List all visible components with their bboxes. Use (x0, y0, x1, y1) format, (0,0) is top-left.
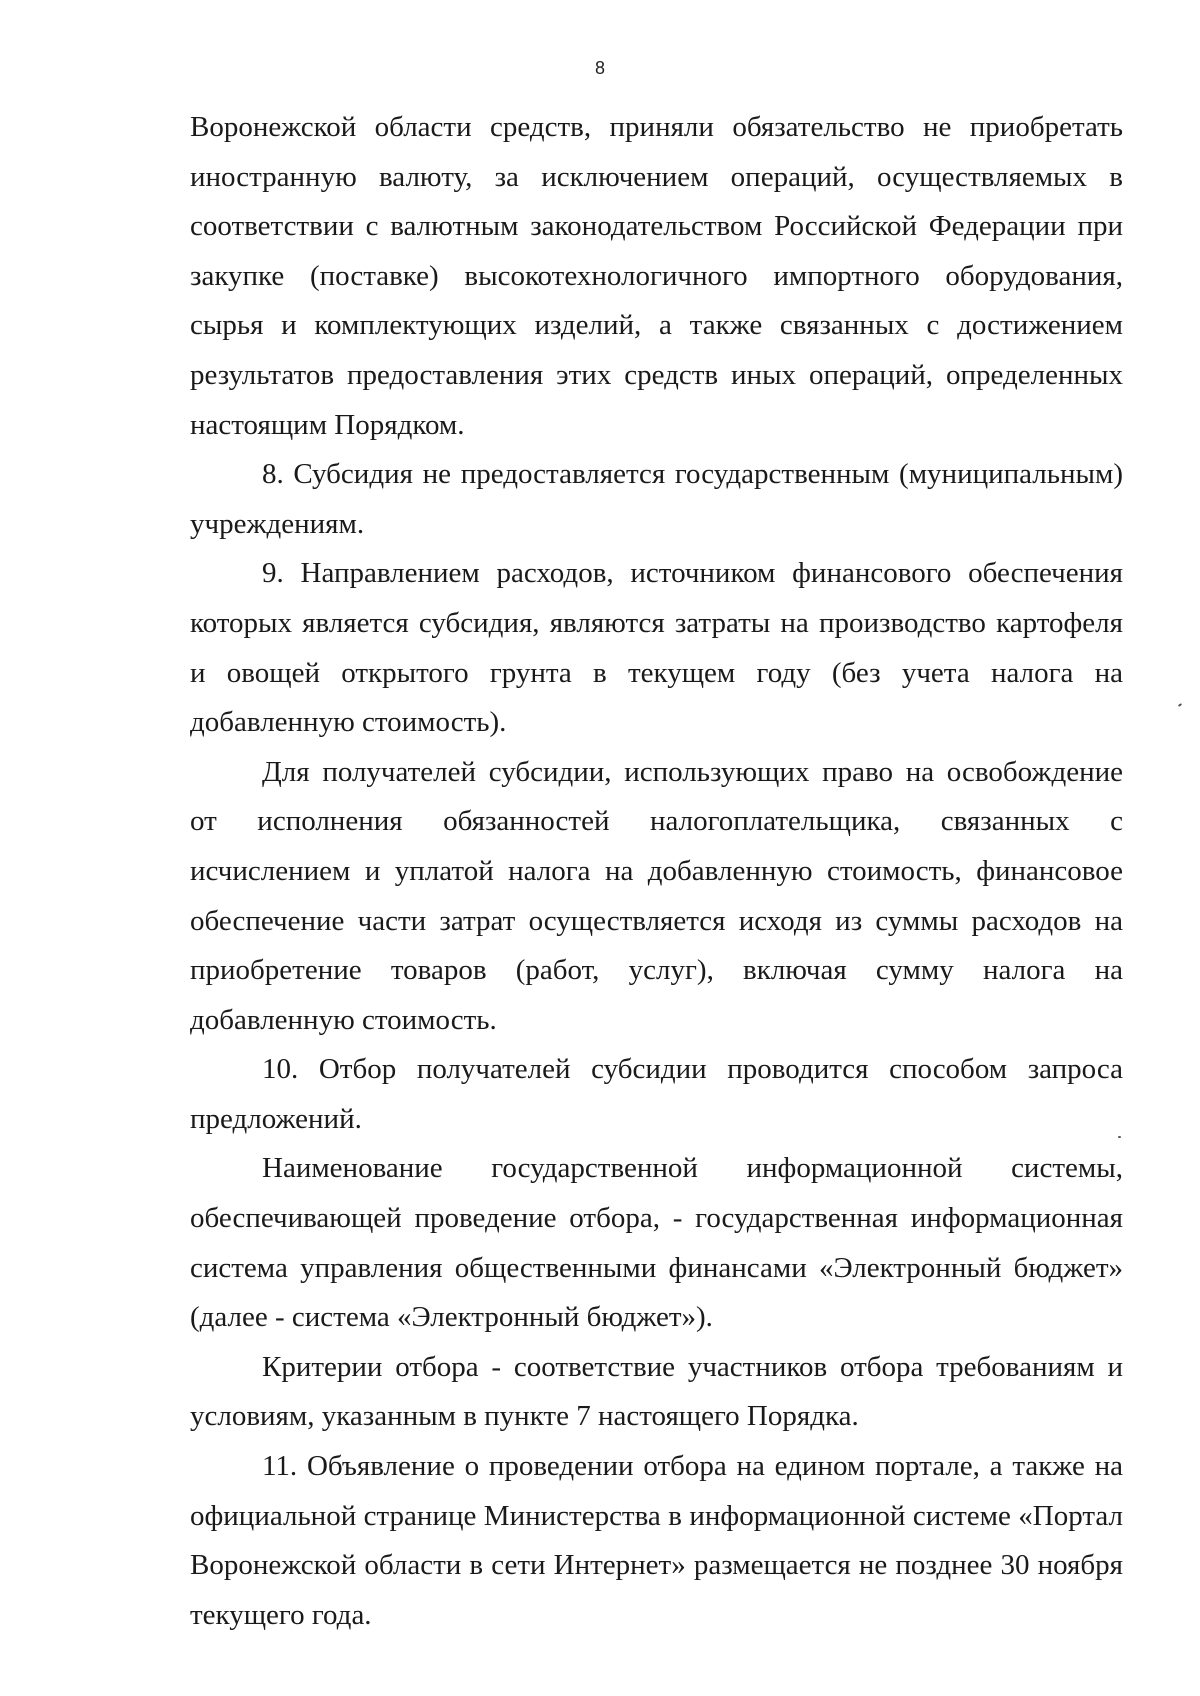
paragraph-item-8: 8. Субсидия не предоставляется государственным (муниципальным) учреждениям. (190, 458, 1123, 540)
paragraph-item-10: 10. Отбор получателей субсидии проводится способом запроса предложений. (190, 1053, 1123, 1135)
page-number: 8 (594, 58, 605, 78)
scan-speck (1178, 703, 1182, 707)
word-naimenovanie: Наименование (262, 1152, 443, 1185)
document-body (190, 103, 1123, 1640)
paragraph-item-9: 9. Направлением расходов, источником финансового обеспечения которых является субсидия, являются затраты на производство картофеля и овощей открытого грунта в текущем году (без учета налога на добавленную стоимость). (190, 557, 1123, 739)
paragraph-selection-criteria: Критерии отбора - соответствие участников отбора требованиям и условиям, указанным в пункте 7 настоящего Порядка. (190, 1350, 1123, 1433)
paragraph-system-name (190, 1144, 1123, 1342)
scan-speck (1118, 1136, 1121, 1138)
paragraph-continuation: Воронежской области средств, приняли обязательство не приобретать иностранную валюту, за исключением операций, осуществляемых в соответствии с валютным законодательством Российской Федерации при закупке (поставке) высокотехнологичного импортного оборудования, сырья и комплектующих изделий, а также связанных с достижением результатов предоставления этих средств иных операций, определенных настоящим Порядком. (190, 111, 1123, 441)
word-gosudarstvennoy: государственной (491, 1152, 698, 1185)
paragraph-vat-exemption: Для получателей субсидии, использующих право на освобождение от исполнения обязанностей налогоплательщика, связанных с исчислением и уплатой налога на добавленную стоимость, финансовое обеспечение части затрат осуществляется исходя из суммы расходов на приобретение товаров (работ, услуг), включая сумму налога на добавленную стоимость. (190, 755, 1123, 1036)
paragraph-item-11: 11. Объявление о проведении отбора на едином портале, а также на официальной странице Министерства в информационной системе «Портал Воронежской области в сети Интернет» размещается не позднее 30 ноября текущего года. (190, 1450, 1123, 1631)
word-sistemy: системы, (1011, 1152, 1123, 1185)
word-informatsionnoy: информационной (746, 1152, 963, 1185)
system-name-first-line (190, 1144, 1123, 1194)
system-name-rest: обеспечивающей проведение отбора, - государственная информационная система управления общественными финансами «Электронный бюджет» (далее - система «Электронный бюджет»). (190, 1202, 1123, 1334)
